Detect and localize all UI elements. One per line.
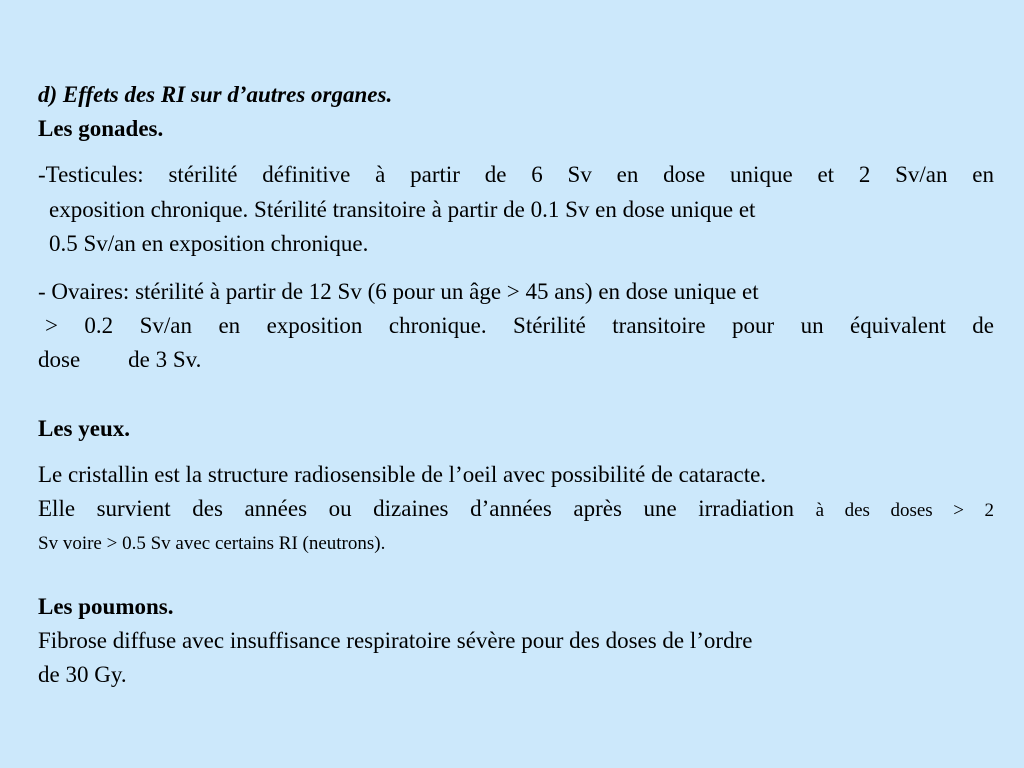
ovaires-line-3-b: de 3 Sv. xyxy=(128,347,202,372)
yeux-heading: Les yeux. xyxy=(38,416,130,441)
gonades-heading: Les gonades. xyxy=(38,116,164,141)
yeux-line-2-main: Elle survient des années ou dizaines d’années après une irradiation xyxy=(38,496,795,521)
poumons-line-2: de 30 Gy. xyxy=(38,662,127,687)
testicules-line-3: 0.5 Sv/an en exposition chronique. xyxy=(49,231,369,256)
poumons-line-1: Fibrose diffuse avec insuffisance respiratoire sévère pour des doses de l’ordre xyxy=(38,628,753,653)
section-title: d) Effets des RI sur d’autres organes. xyxy=(38,82,393,107)
yeux-line-3: Sv voire > 0.5 Sv avec certains RI (neutrons). xyxy=(38,533,386,554)
yeux-line-2 xyxy=(38,494,994,526)
ovaires-line-1: - Ovaires: stérilité à partir de 12 Sv (6 pour un âge > 45 ans) en dose unique et xyxy=(38,279,759,304)
testicules-line-2: exposition chronique. Stérilité transitoire à partir de 0.1 Sv en dose unique et xyxy=(49,197,756,222)
ovaires-line-2: > 0.2 Sv/an en exposition chronique. Stérilité transitoire pour un équivalent de xyxy=(45,313,994,338)
ovaires-line-3 xyxy=(38,345,201,375)
testicules-line-1: -Testicules: stérilité définitive à partir de 6 Sv en dose unique et 2 Sv/an en xyxy=(38,162,994,187)
yeux-line-1: Le cristallin est la structure radiosensible de l’oeil avec possibilité de cataracte. xyxy=(38,462,767,487)
poumons-heading: Les poumons. xyxy=(38,594,174,619)
yeux-line-2-small: à des doses > 2 xyxy=(815,500,995,521)
ovaires-line-3-a: dose xyxy=(38,347,81,372)
